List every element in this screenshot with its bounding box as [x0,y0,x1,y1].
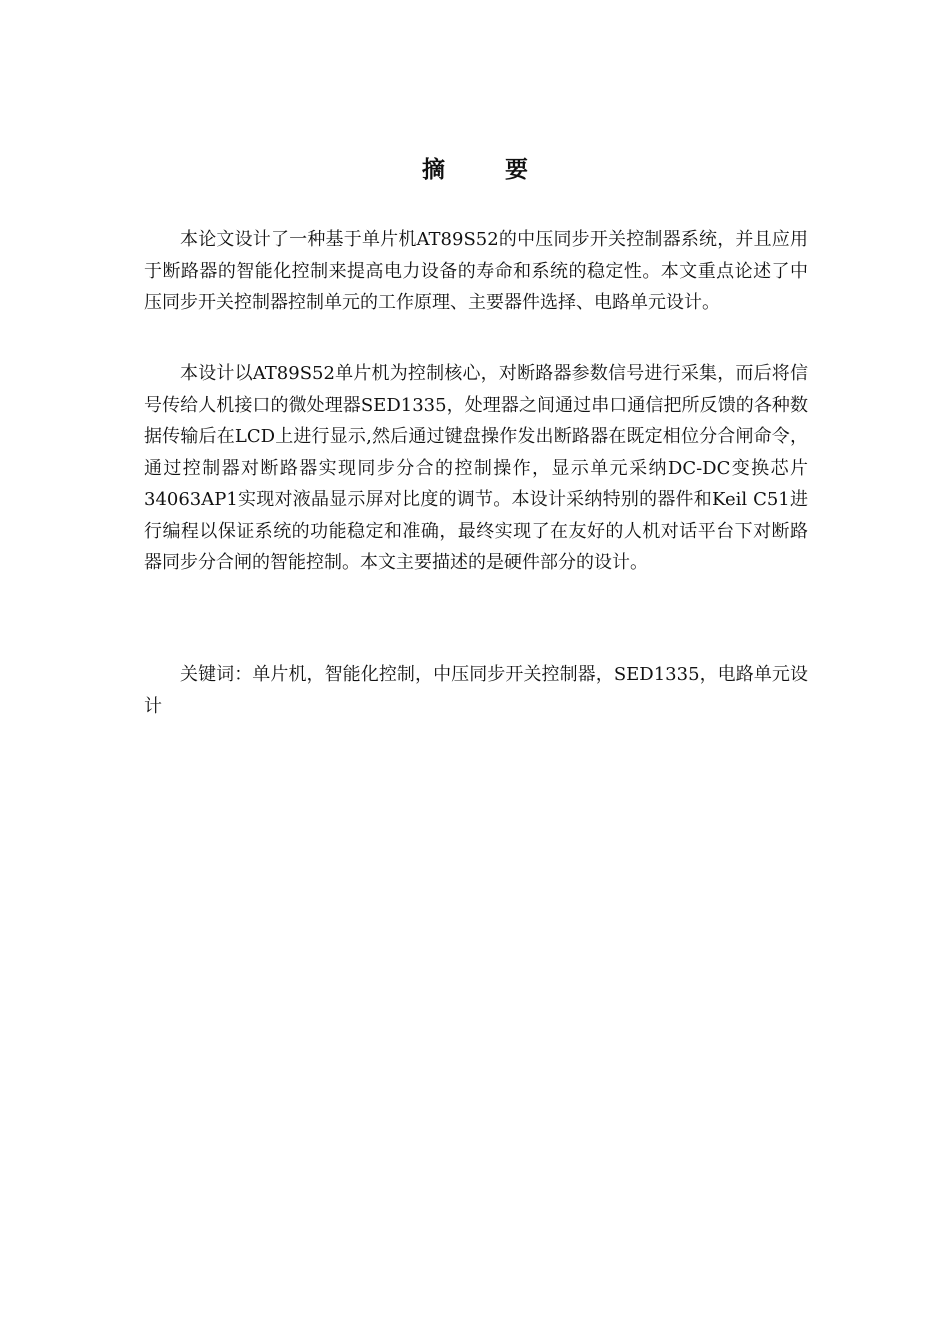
abstract-paragraph-1: 本论文设计了一种基于单片机AT89S52的中压同步开关控制器系统，并且应用于断路器的智能化控制来提高电力设备的寿命和系统的稳定性。本文重点论述了中压同步开关控制器控制单元的工作原理、主要器件选择、电路单元设计。 [144,229,808,313]
abstract-paragraph-2: 本设计以AT89S52单片机为控制核心，对断路器参数信号进行采集，而后将信号传给人机接口的微处理器SED1335，处理器之间通过串口通信把所反馈的各种数据传输后在LCD上进行显示,然后通过键盘操作发出断路器在既定相位分合闸命令，通过控制器对断路器实现同步分合的控制操作，显示单元采纳DC-DC变换芯片34063AP1实现对液晶显示屏对比度的调节。本设计采纳特别的器件和Keil C51进行编程以保证系统的功能稳定和准确，最终实现了在友好的人机对话平台下对断路器同步分合闸的智能控制。本文主要描述的是硬件部分的设计。 [144,363,808,573]
abstract-title: 摘 要 [421,156,554,183]
keywords-line: 关键词：单片机，智能化控制，中压同步开关控制器，SED1335，电路单元设计 [144,664,808,717]
